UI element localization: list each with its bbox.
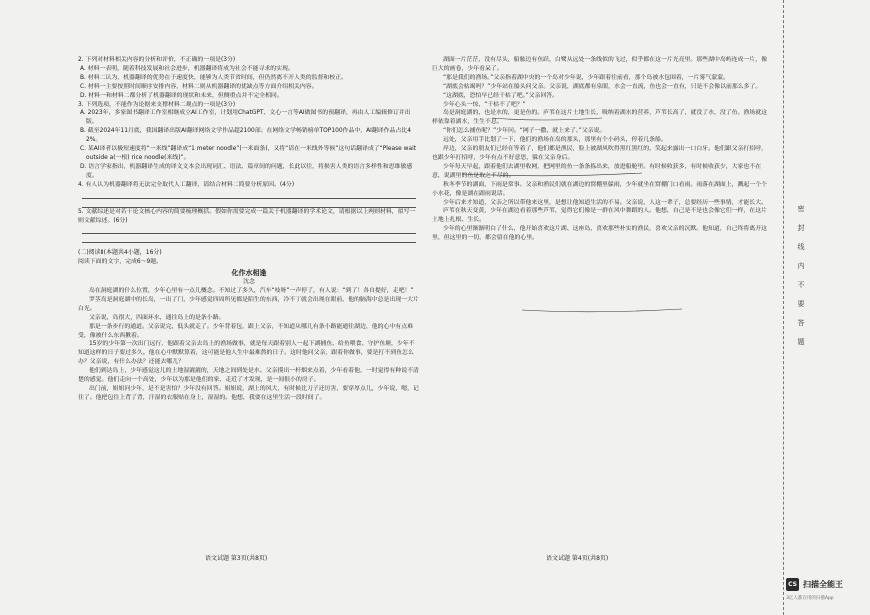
story-paragraph: 岛是洞庭湖的，也是水的，更是鱼的。庐苇在这片土地生长，吸纳着湖水的营养，芦苇长高了，就没了水，没了鱼。渔场就这样依靠着湖水，生生不息。 — [432, 110, 767, 126]
question-3-option-d: D. 语言学家指出，机器翻译生成的译文文本会出现词汇、语法、篇章间的问题，长此以往，将损害人类的语言多样性和思维敏感度。 — [80, 163, 413, 179]
story-paragraph: 秋冬季节的湖面，下雨是常事。父亲和渔民们就在湖边的窝棚里躲雨，少年就坐在窝棚门口看雨。雨落在湖面上，溅起一个个小水花，像是湖在跟雨说话。 — [432, 181, 767, 197]
story-paragraph: 岸边，父亲的朋友们已经在等着了，他们都是渔民，脸上被湖风吹得黑红黑红的，笑起来露出一口白牙。他们跟父亲打招呼，也跟少年打招呼，少年有点不好意思，躲在父亲身后。 — [432, 146, 767, 161]
question-3-stem: 3. 下列选项，不能作为论据来支撑材料二观点的一项是(3分) — [78, 101, 236, 108]
story-paragraph: 少年心头一惊，“干枯不了吧？” — [443, 101, 526, 108]
scanner-app-name: 扫描全能王 — [803, 580, 843, 589]
binding-char: 封 — [797, 224, 805, 232]
question-2-option-d: D. 材料一和材料二都分析了机器翻译的现状和未来，但侧重点并不完全相同。 — [80, 92, 283, 99]
story-paragraph: 15岁的少年第一次出门远行，他跟着父亲去岛上的渔场做事，就是每天跟着别人一起下湖捕鱼、给鱼喂食、守护鱼塘，少年不知道这样的日子要过多久。他在心中默默算着，这可能是他人生中最难熬的日子。这时他问父亲，跟着你做事，要是打不到鱼怎么办？父亲说，有什么办法？还能去哪儿？ — [78, 341, 415, 366]
story-paragraph: “湖底会枯竭吗？”少年站在船头问父亲。父亲说，湖底都有泉眼，水会一直流，鱼也会一直有，只是不会像以前那么多了。 — [443, 83, 762, 90]
right-page-column — [432, 56, 772, 576]
binding-char: 不 — [797, 281, 805, 289]
binding-char: 内 — [797, 262, 805, 270]
scanner-logo-icon: CS — [786, 578, 799, 591]
story-paragraph: 庐苇在秋天变黄，少年在湖边看着那些芦苇，觉得它们像是一群在风中舞蹈的人。他想，自己是不是也会像它们一样，在这片土地上扎根、生长。 — [432, 208, 767, 224]
story-paragraph: “你们怎么捕鱼呢？”少年问。“网子一撒，就上来了。”父亲说。 — [443, 128, 606, 135]
binding-dashed-line — [783, 0, 785, 615]
story-paragraph: 远处，父亲用手比划了一下，他们的渔场在岛的那头，那里有个小码头，停着几条船。 — [443, 137, 667, 144]
story-paragraph: 少年后来才知道，父亲之所以带他来这里，是想让他知道生活的不易。父亲说，人这一辈子，总要经历一些事情，才能长大。 — [443, 199, 767, 206]
answer-line — [82, 190, 416, 199]
question-3-option-a: A. 2023年，多家图书翻译工作室相继成立AI工作室，计划用ChatGPT、文心一言等AI做图书的预翻译，再由人工编辑修订并出版。 — [80, 110, 411, 126]
story-author: 沈念 — [243, 279, 255, 286]
answer-line — [82, 225, 416, 234]
binding-char: 答 — [797, 319, 805, 327]
answer-line — [82, 199, 416, 208]
question-3-option-c: C. 某AI译者以极短速度将“一米线”翻译成“1 meter noodle”(一米面条)，又将“请在一米线外等候”这句话翻译成了“Please wait outside a(一根) rice noodle(米线)”。 — [80, 146, 417, 161]
question-2-option-a: A. 材料一表明，随着科技发展和社会进步，机器翻译将成为社会不能寻求的实现。 — [80, 65, 294, 72]
binding-char: 题 — [797, 338, 805, 346]
left-page-footer: 语文试题 第3页(共8页) — [205, 555, 268, 562]
story-paragraph: 父亲说，岛很大，四面环水，通往岛上的是条小路。 — [89, 314, 225, 321]
scanner-watermark — [786, 578, 870, 615]
section-title: (二)阅读Ⅱ(本题共4小题，16分) — [78, 249, 162, 257]
binding-char: 要 — [797, 300, 805, 308]
question-2-option-c: C. 材料一主要按照时间顺序安排内容，材料二则从机器翻译的优缺点等方面介绍相关内容。 — [80, 83, 318, 90]
story-paragraph: 出门前，姐姐问少年，是不是害怕？少年没有回答。姐姐说，湖上的风大，有时候比刀子还厉害，要穿厚点儿，少年说，嗯，记住了。他把包往上背了背，汗湿的衣服贴在身上，湿湿的。他想，我要在这里生活一段时间了。 — [78, 386, 419, 401]
story-paragraph: 湖面一片茫茫，没有尽头，船舷边有鱼跃，白鹭从远处一条线似的飞过，似乎都在这一片光亮里。那些湖中岛屿连成一片，像巨大的画卷，少年看呆了。 — [432, 57, 767, 72]
scanner-tagline: 3亿人都在用的扫描App — [786, 596, 834, 601]
binding-char: 线 — [797, 243, 805, 251]
story-paragraph: 岛在洞庭湖的什么位置，少年心里有一点儿概念。不知过了多久，汽车“吱呀”一声停了，有人说：“到了！各自提好，走吧！” — [89, 288, 414, 295]
story-paragraph: 罗茎岛是洞庭湖中的长岛，一出了门，少年感觉四周所见都是陌生的东西，冷不丁就会出现在眼前，他的脑海中总是出现一大片白光。 — [78, 296, 419, 312]
story-paragraph: 那是一条步行的通道。父亲说完，低头就走了。少年背着包，跟上父亲，不知道从哪儿有条小路能通往湖边，他的心中有点难受，像被什么东西揪着。 — [78, 323, 413, 339]
question-3-option-b: B. 截至2024年11月底，我国翻译出版AI翻译网络文学作品超2100部；在网络文学畅销榜单TOP100作品中，AI翻译作品占比42%。 — [80, 128, 411, 144]
story-paragraph: 少年的心里渐渐明白了什么，他开始喜欢这片湖、这座岛，喜欢那些朴实的渔民，喜欢父亲的沉默。他知道，自己终将离开这里，但这里的一切，都会留在他的心里。 — [432, 226, 767, 242]
section-instructions: 阅读下面的文字，完成6～9题。 — [78, 259, 163, 266]
question-4-stem: 4. 有人认为机器翻译将无法完全取代人工翻译，请结合材料二简要分析原因。(4分) — [78, 181, 295, 188]
story-paragraph: 他们到达岛上，少年感觉这儿的土地湿漉漉的，天地之间到处是水。父亲摸出一杆烟来点着，少年看着他，一时觉得有种说不清楚的感觉。他们走向一个高处，少年以为那是他们的家，走近了才发现，是一间很小的房子。 — [78, 368, 419, 384]
left-page-column — [78, 56, 420, 576]
binding-char: 密 — [797, 205, 805, 213]
story-paragraph: “那是我们的渔场。”父亲指着湖中央的一个岛对少年说，少年跟着往前看，那个岛被水包围着，一片雾气蒙蒙。 — [443, 74, 729, 81]
story-paragraph: 少年每天早起，跟着他们去湖里收网，把网里的鱼一条条拣出来，放进船舱里。有时候收获多，有时候收获少，大家也不在意，说湖里的鱼是取之不尽的。 — [432, 163, 762, 179]
answer-line — [82, 234, 416, 243]
question-2-option-b: B. 材料二认为，机器翻译的优势在于速度快，能够为人类节省时间，但仍然离不开人类的监督和校正。 — [80, 74, 347, 81]
story-title: 化作水相逢 — [231, 269, 267, 278]
story-paragraph: “这湖底，恐怕早已经干枯了吧。”父亲回答。 — [443, 92, 559, 99]
binding-notice — [796, 200, 806, 352]
question-5-stem: 5. 文献综述是对若干论文核心内容的简要梳理概括。假如你需要完成一篇关于机器翻译的学术论文，请根据以上两则材料，拟写一则文献综述。(6分) — [78, 208, 416, 224]
right-page-footer: 语文试题 第4页(共8页) — [546, 555, 609, 562]
question-2-stem: 2. 下列对材料相关内容的分析和评价，不正确的一项是(3分) — [78, 57, 236, 63]
